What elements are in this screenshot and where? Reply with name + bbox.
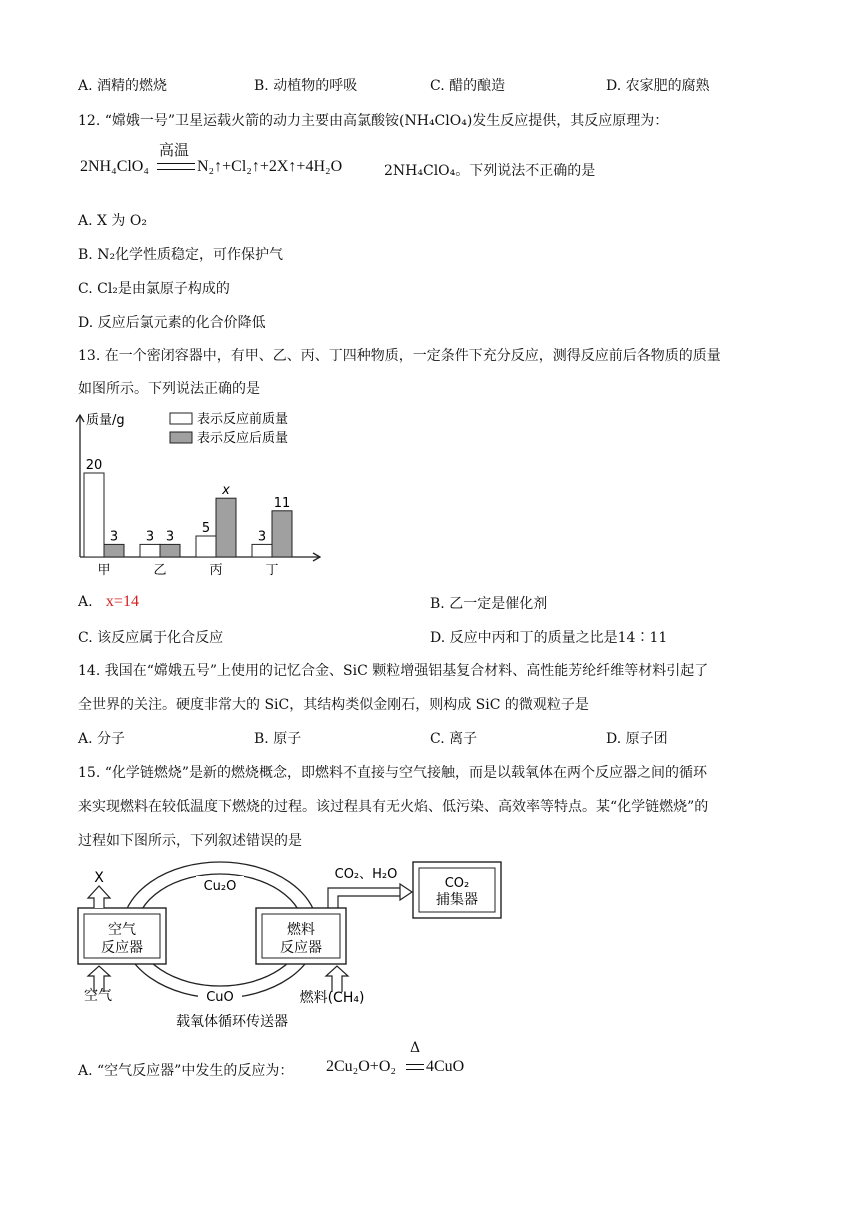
q14-stem-line2: 全世界的关注。硬度非常大的 SiC，其结构类似金刚石，则构成 SiC 的微观粒子是: [78, 697, 589, 713]
q14-option-a: A. 分子: [78, 731, 126, 747]
bottom-carrier-label: CuO: [206, 990, 234, 1005]
q12-equation-equals: [157, 163, 195, 170]
bar-乙-0: [140, 544, 160, 557]
category-label-2: 丙: [209, 563, 223, 578]
bar-丁-1: [272, 511, 292, 557]
q13-option-a-prefix: A.: [78, 594, 93, 610]
q12-option-a: A. X 为 O₂: [78, 213, 147, 229]
category-label-1: 乙: [153, 563, 167, 578]
q12-option-c: C. Cl₂是由氯原子构成的: [78, 281, 230, 297]
bar-甲-1: [104, 544, 124, 557]
bar-label-乙-1: 3: [165, 529, 175, 545]
q14-option-c: C. 离子: [430, 731, 478, 747]
bar-label-甲-0: 20: [85, 458, 103, 473]
fuel-reactor-label-1: 燃料: [287, 922, 315, 938]
bar-chart: [70, 405, 340, 580]
bar-丙-1: [216, 498, 236, 557]
x-output-label: X: [94, 870, 104, 886]
q15-option-a-text: A. “空气反应器”中发生的反应为：: [78, 1063, 294, 1079]
bar-丙-0: [196, 536, 216, 557]
bar-label-乙-0: 3: [145, 529, 155, 545]
q11-option-c: C. 醋的酿造: [430, 78, 506, 94]
chemical-looping-diagram: [70, 858, 510, 1033]
q13-option-a-value: x=14: [105, 593, 139, 610]
diagram-caption: 载氧体循环传送器: [176, 1014, 288, 1030]
co2-collector-label-2: 捕集器: [436, 892, 478, 908]
q11-option-b: B. 动植物的呼吸: [254, 78, 358, 94]
q15-option-a-equation: 2Cu₂O+O₂: [326, 1058, 396, 1075]
products-pipe: [328, 888, 400, 908]
q15-stem-line2: 来实现燃料在较低温度下燃烧的过程。该过程具有无火焰、低污染、高效率等特点。某“化学链燃烧”的: [78, 799, 709, 815]
bar-甲-0: [84, 473, 104, 557]
air-input-label: 空气: [84, 988, 112, 1004]
q11-option-a: A. 酒精的燃烧: [78, 78, 168, 94]
q11-option-d: D. 农家肥的腐熟: [606, 78, 710, 94]
fuel-input-arrow: [326, 966, 348, 992]
q12-option-d: D. 反应后氯元素的化合价降低: [78, 315, 266, 331]
q12-option-b: B. N₂化学性质稳定，可作保护气: [78, 247, 284, 263]
q15-option-a-equals: [406, 1064, 424, 1070]
y-axis-label: 质量/g: [86, 413, 125, 428]
q13-option-c: C. 该反应属于化合反应: [78, 630, 224, 646]
category-label-0: 甲: [97, 563, 111, 578]
legend-label-1: 表示反应后质量: [197, 431, 289, 446]
q13-stem-line2: 如图所示。下列说法正确的是: [78, 381, 260, 397]
legend-swatch-1: [170, 432, 192, 443]
bar-乙-1: [160, 544, 180, 557]
products-label: CO₂、H₂O: [334, 867, 398, 882]
q15-option-a-product: 4CuO: [426, 1058, 465, 1075]
q12-equation-right: N₂↑+Cl₂↑+2X↑+4H₂O: [197, 158, 343, 175]
q14-stem-line1: 14. 我国在“嫦娥五号”上使用的记忆合金、SiC 颗粒增强铝基复合材料、高性能芳纶纤维等材料引起了: [78, 663, 709, 679]
legend-label-0: 表示反应前质量: [197, 412, 289, 427]
q14-option-b: B. 原子: [254, 731, 302, 747]
air-reactor-label-1: 空气: [108, 922, 136, 938]
q12-equation-condition: 高温: [159, 141, 190, 159]
q13-stem-line1: 13. 在一个密闭容器中，有甲、乙、丙、丁四种物质，一定条件下充分反应，测得反应前后各物质的质量: [78, 348, 721, 364]
top-carrier-label: Cu₂O: [203, 879, 237, 894]
fuel-reactor-label-2: 反应器: [280, 940, 322, 956]
bar-label-丁-1: 11: [273, 495, 291, 511]
bar-丁-0: [252, 544, 272, 557]
bar-label-丁-0: 3: [257, 529, 267, 545]
fuel-input-label: 燃料(CH₄): [299, 990, 365, 1006]
q12-equation-left: 2NH₄ClO₄: [80, 158, 149, 175]
co2-collector-label-1: CO₂: [444, 876, 470, 891]
bar-label-丙-1: x: [222, 483, 230, 499]
legend-swatch-0: [170, 413, 192, 424]
q13-option-b: B. 乙一定是催化剂: [430, 596, 548, 612]
bar-label-甲-1: 3: [109, 529, 119, 545]
q15-stem-line1: 15. “化学链燃烧”是新的燃烧概念，即燃料不直接与空气接触，而是以载氧体在两个反应器之间的循环: [78, 765, 708, 781]
q15-stem-line3: 过程如下图所示，下列叙述错误的是: [78, 833, 302, 849]
air-reactor-label-2: 反应器: [101, 940, 143, 956]
x-output-arrow: [88, 886, 110, 908]
q13-option-a: [78, 593, 139, 611]
category-label-3: 丁: [265, 563, 279, 578]
q15-option-a-condition: Δ: [410, 1040, 421, 1056]
q12-equation-tail: 2NH₄ClO₄。下列说法不正确的是: [384, 163, 596, 179]
q12-stem: 12. “嫦娥一号”卫星运载火箭的动力主要由高氯酸铵(NH₄ClO₄)发生反应提供，其反应原理为：: [78, 113, 669, 129]
q14-option-d: D. 原子团: [606, 731, 668, 747]
bar-label-丙-0: 5: [201, 521, 211, 536]
q13-option-d: D. 反应中丙和丁的质量之比是14∶11: [430, 630, 668, 646]
